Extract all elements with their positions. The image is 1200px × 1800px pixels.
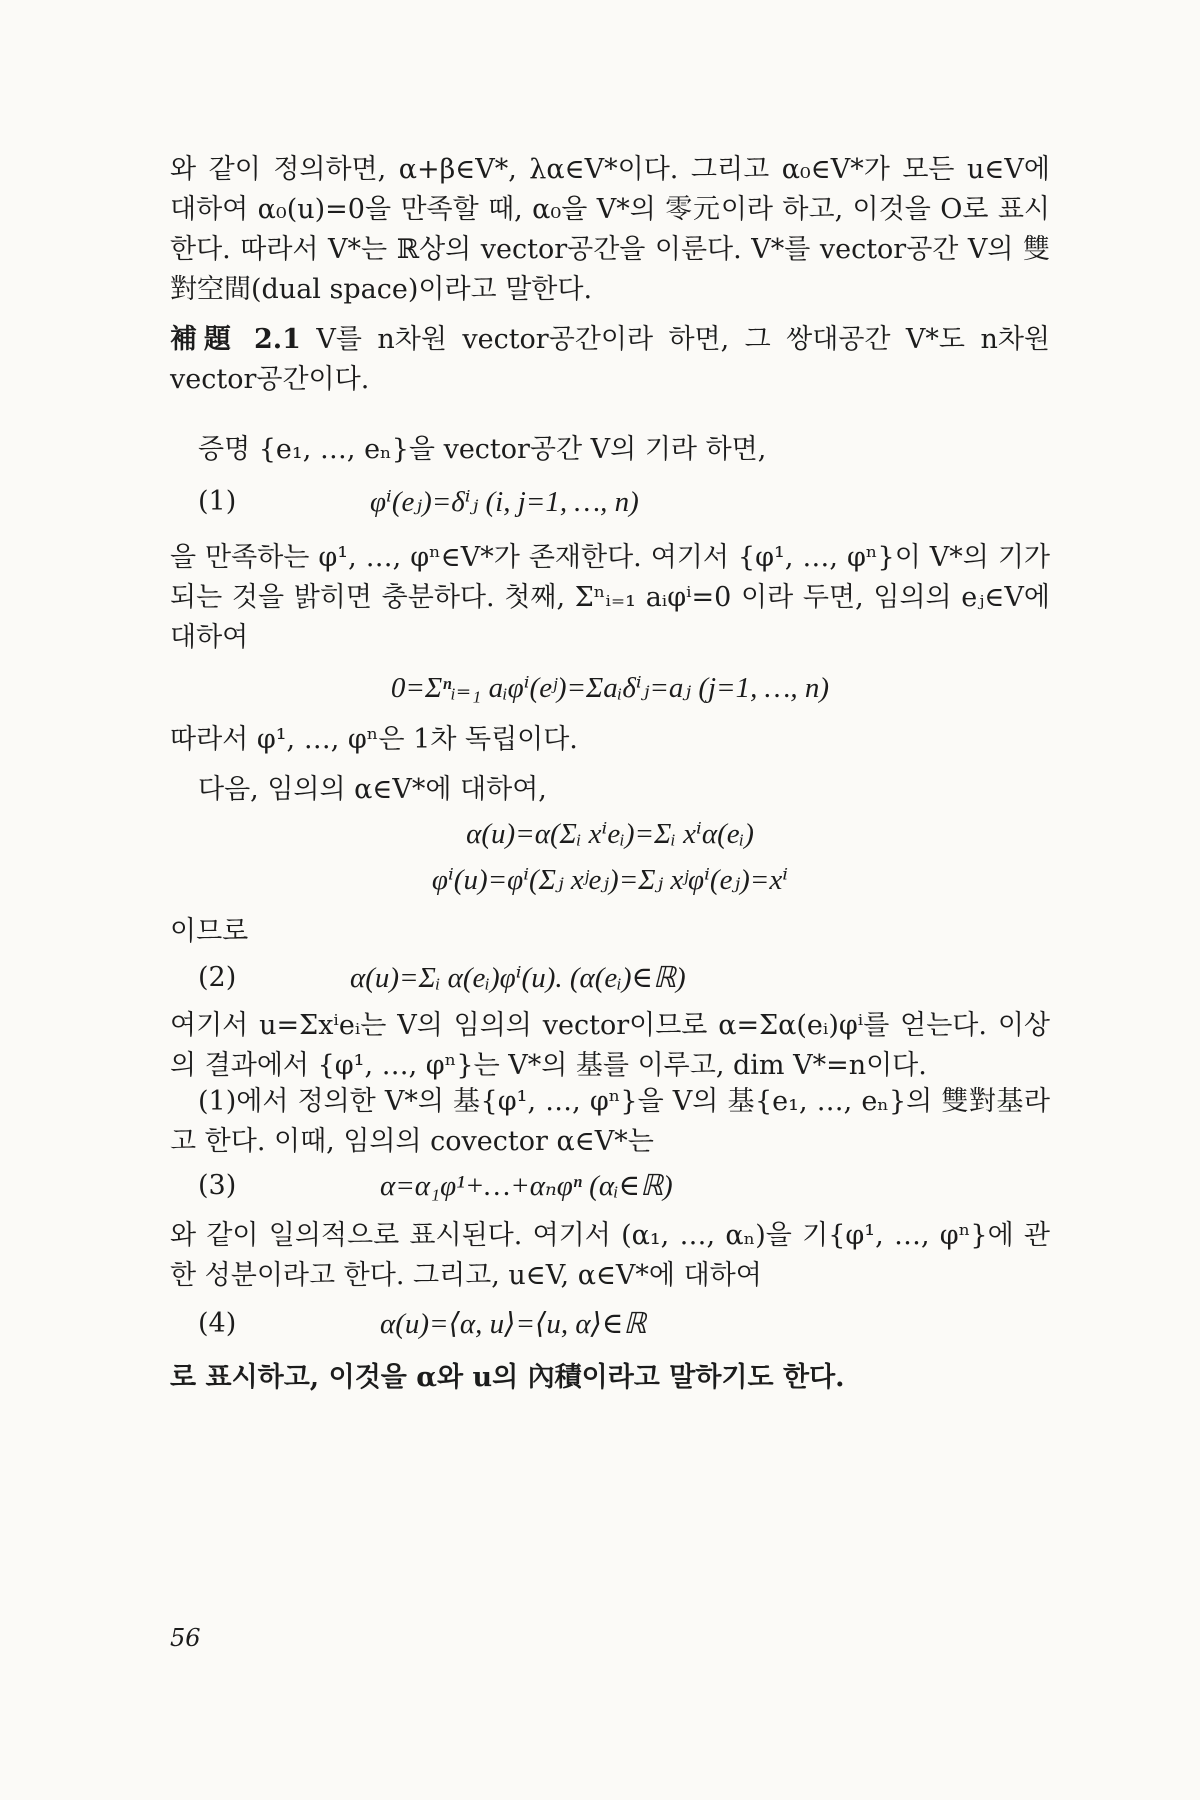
paragraph-inner-product: 로 표시하고, 이것을 α와 u의 內積이라고 말하기도 한다.	[170, 1362, 845, 1393]
equation-number-4: (4)	[198, 1308, 237, 1339]
paragraph-components: 와 같이 일의적으로 표시된다. 여기서 (α₁, …, αₙ)을 기{φ¹, …, φⁿ}에 관한 성분이라고 한다. 그리고, u∈V, α∈V*에 대하여	[170, 1220, 1050, 1291]
equation-4-body: α(u)=⟨α, u⟩=⟨u, α⟩∈ℝ	[380, 1308, 647, 1340]
equation-2	[170, 958, 1050, 1004]
equation-number-2: (2)	[198, 962, 237, 993]
equation-alpha-expansion: α(u)=α(Σᵢ xⁱeᵢ)=Σᵢ xⁱα(eᵢ)	[466, 818, 754, 850]
equation-4	[170, 1304, 1050, 1350]
paragraph-next-step: 다음, 임의의 α∈V*에 대하여,	[198, 774, 547, 805]
equation-1-body: φⁱ(eⱼ)=δⁱⱼ (i, j=1, …, n)	[370, 486, 639, 518]
equation-number-1: (1)	[198, 486, 237, 517]
paragraph-independence-conclusion: 따라서 φ¹, …, φⁿ은 1차 독립이다.	[170, 724, 578, 755]
lemma-label: 補題 2.1	[170, 324, 301, 355]
proof-intro-text: {e₁, …, eₙ}을 vector공간 V의 기라 하면,	[250, 434, 767, 465]
proof-label: 증명	[198, 434, 251, 465]
paragraph-dual-basis: (1)에서 정의한 V*의 基{φ¹, …, φⁿ}을 V의 基{e₁, …, eₙ}의 雙對基라고 한다. 이때, 임의의 covector α∈V*는	[170, 1086, 1050, 1157]
paragraph-linear-independence: 을 만족하는 φ¹, …, φⁿ∈V*가 존재한다. 여기서 {φ¹, …, φⁿ}이 V*의 기가 되는 것을 밝히면 충분하다. 첫째, Σⁿᵢ₌₁ aᵢφⁱ=0 이라 두면, 임의의 eⱼ∈V에 대하여	[170, 542, 1050, 653]
equation-3	[170, 1166, 1050, 1212]
proof-opening	[170, 430, 1050, 470]
paragraph-dual-space-definition: 와 같이 정의하면, α+β∈V*, λα∈V*이다. 그리고 α₀∈V*가 모든 u∈V에 대하여 α₀(u)=0을 만족할 때, α₀을 V*의 零元이라 하고, 이것을 O로 표시한다. 따라서 V*는 ℝ상의 vector공간을 이룬다. V*를 vector공간 V의 雙對空間(dual space)이라고 말한다.	[170, 154, 1050, 305]
equation-coefficients: 0=Σⁿᵢ₌₁ aᵢφⁱ(eʲ)=Σaᵢδⁱⱼ=aⱼ (j=1, …, n)	[390, 672, 830, 704]
page-number: 56	[170, 1624, 201, 1652]
paragraph-therefore: 이므로	[170, 916, 249, 947]
equation-3-body: α=α₁φ¹+…+αₙφⁿ (αᵢ∈ℝ)	[380, 1170, 673, 1202]
equation-2-body: α(u)=Σᵢ α(eᵢ)φⁱ(u). (α(eᵢ)∈ℝ)	[350, 962, 686, 994]
equation-number-3: (3)	[198, 1170, 237, 1201]
equation-phi-expansion: φⁱ(u)=φⁱ(Σⱼ xʲeⱼ)=Σⱼ xʲφⁱ(eⱼ)=xⁱ	[431, 864, 789, 896]
equation-1	[170, 482, 1050, 528]
paragraph-basis-result: 여기서 u=Σxⁱeᵢ는 V의 임의의 vector이므로 α=Σα(eᵢ)φⁱ를 얻는다. 이상의 결과에서 {φ¹, …, φⁿ}는 V*의 基를 이루고, dim V*=n이다.	[170, 1010, 1050, 1081]
lemma-2-1	[170, 320, 1050, 400]
lemma-statement: V를 n차원 vector공간이라 하면, 그 쌍대공간 V*도 n차원 vector공간이다.	[170, 324, 1050, 395]
